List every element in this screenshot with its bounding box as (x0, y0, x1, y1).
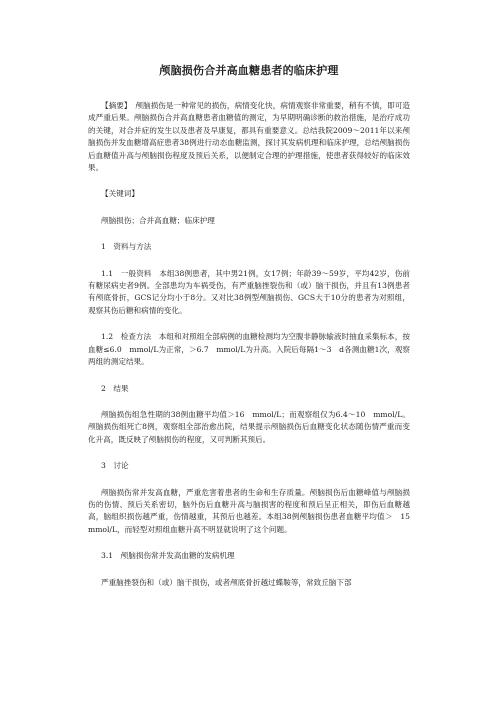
document-page (88, 62, 418, 589)
section-3-1-heading: 3.1 颅脑损伤常并发高血糖的发病机理 (101, 551, 235, 561)
section-2-heading: 2 结果 (101, 383, 129, 393)
abstract-paragraph: 【摘要】 颅脑损伤是一种常见的损伤，病情变化快，病情观察非常重要，稍有不慎，即可造成严重后果。颅脑损伤合并高血糖患者血糖值的测定，为早期明确诊断的救治措施，是治疗成功的关键，对合并症的发生以及患者及早康复，都具有重要意义。总结我院2009～2011年以来颅脑损伤并发血糖增高症患者38例进行动态血糖监测，探讨其发病机理和临床护理，总结颅脑损伤后血糖值升高与颅脑损伤程度及预后关系，以便制定合理的护理措施，使患者获得较好的临床效果。 (88, 101, 410, 173)
section-3-1-paragraph: 严重脑挫裂伤和（或）脑干损伤，或者颅底骨折越过蝶鞍等，常致丘脑下部 (101, 577, 352, 587)
section-1-1-paragraph: 1.1 一般资料 本组38例患者，其中男21例，女17例；年龄39～59岁，平均42岁，伤前有糖尿病史者9例。全部患均为车祸受伤，有严重脑挫裂伤和（或）脑干损伤，并且有13例患者有颅底骨折，GCS记分均小于8分。又对比38例型颅脑损伤、GCS大于10分的患者为对照组，观察其伤后糖和病情的变化。 (88, 268, 410, 315)
section-1-2-paragraph: 1.2 检查方法 本组和对照组全部病例的血糖检测均为空腹非静脉输液时抽血采集标本，按血糖≤6.0 mmol/L为正常，＞6.7 mmol/L为升高。入院后每隔1～3 d各测血糖1次，观察两组的测定结果。 (88, 332, 410, 367)
section-2-paragraph: 颅脑损伤组急性期的38例血糖平均值＞16 mmol/L；而观察组仅为6.4～10 mmol/L。颅脑损伤组死亡8例，观察组全部治愈出院，结果提示颅脑损伤后血糖变化状态随伤情严重而变化升高，既反映了颅脑损伤的程度，又可判断其预后。 (88, 409, 410, 444)
section-3-heading: 3 讨论 (101, 461, 129, 471)
keywords-heading: 【关键词】 (101, 189, 139, 199)
section-3-paragraph: 颅脑损伤常并发高血糖，严重危害着患者的生命和生存质量。颅脑损伤后血糖峰值与颅脑损伤的伤情、预后关系密切，脑外伤后血糖升高与脑损害的程度和预后呈正相关，即伤后血糖越高，脑组织损伤越严重，伤情越重，其预后也越差。本组38例颅脑损伤患者血糖平均值＞ 15 mmol/L，而轻型对照组血糖升高不明显就说明了这个问题。 (88, 487, 418, 534)
document-title: 颅脑损伤合并高血糖患者的临床护理 (159, 64, 339, 77)
keywords-paragraph: 颅脑损伤；合并高血糖；临床护理 (101, 215, 215, 225)
section-1-heading: 1 资料与方法 (101, 242, 152, 252)
